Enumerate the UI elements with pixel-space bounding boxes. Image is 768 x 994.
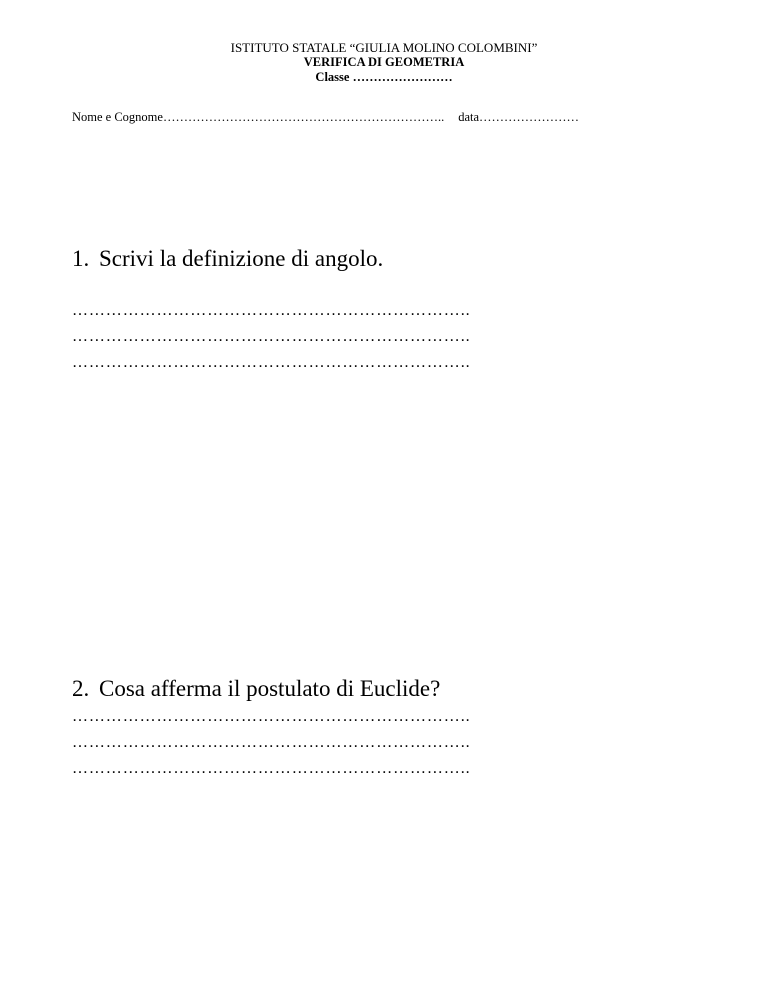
answer-line[interactable]: …………………………………………………………….. [72, 708, 471, 725]
school-name: ISTITUTO STATALE “GIULIA MOLINO COLOMBINI” [230, 40, 538, 55]
answer-line[interactable]: …………………………………………………………….. [72, 354, 471, 371]
answer-line[interactable]: …………………………………………………………….. [72, 328, 471, 345]
question-text: Cosa afferma il postulato di Euclide? [99, 676, 441, 701]
answer-area-2[interactable] [72, 704, 471, 782]
question-text: Scrivi la definizione di angolo. [99, 246, 384, 271]
test-title: VERIFICA DI GEOMETRIA [303, 55, 465, 69]
question-2 [72, 676, 440, 702]
question-1 [72, 246, 383, 272]
answer-line[interactable]: …………………………………………………………….. [72, 734, 471, 751]
date-field[interactable]: data…………………… [458, 110, 580, 124]
question-number: 2. [72, 676, 90, 701]
student-info-line [72, 110, 579, 125]
name-field[interactable]: Nome e Cognome………………………………………………………….. [72, 110, 445, 124]
answer-line[interactable]: …………………………………………………………….. [72, 302, 471, 319]
document-header [0, 40, 768, 85]
class-field: Classe …………………… [315, 70, 453, 84]
answer-line[interactable]: …………………………………………………………….. [72, 760, 471, 777]
answer-area-1[interactable] [72, 298, 471, 376]
question-number: 1. [72, 246, 90, 271]
